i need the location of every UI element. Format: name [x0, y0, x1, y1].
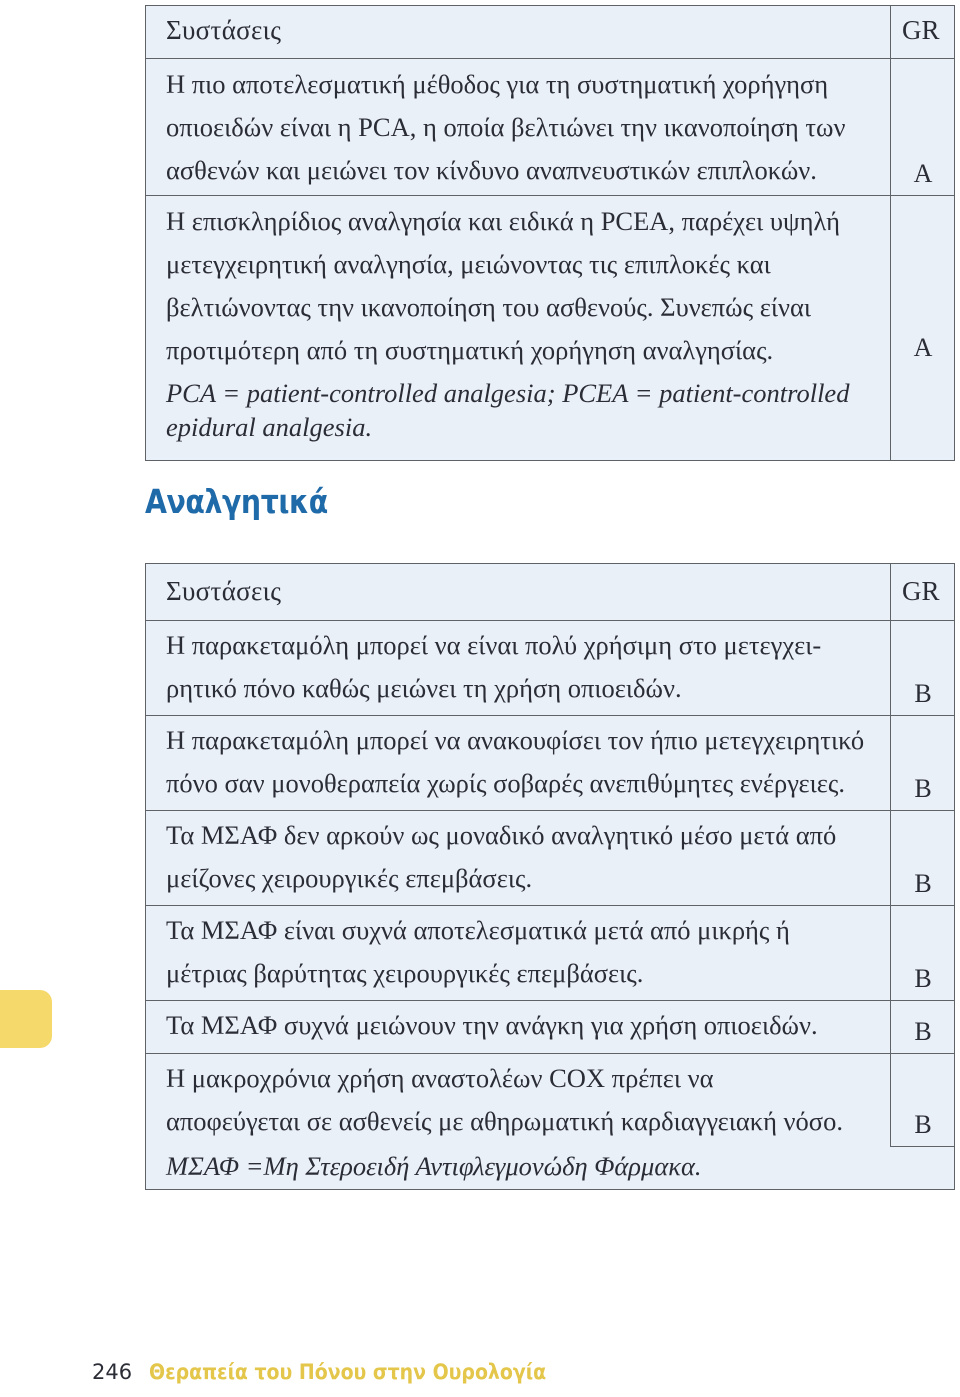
- grade-value: B: [914, 774, 932, 803]
- row-text: [166, 200, 882, 372]
- grade-value: B: [914, 679, 932, 708]
- grade-value: B: [914, 1017, 932, 1046]
- text-line: αποφεύγεται σε ασθενείς με αθηρωματική καρδιαγγειακή νόσο.: [166, 1106, 843, 1136]
- header-recommendations-label: Συστάσεις: [166, 576, 282, 606]
- chapter-tab-marker: [0, 990, 52, 1048]
- grade-value: A: [913, 333, 933, 362]
- table-row: [146, 906, 954, 1001]
- recommendations-table-2: [145, 563, 955, 1190]
- table-row: [146, 811, 954, 906]
- text-line: μείζονες χειρουργικές επεμβάσεις.: [166, 863, 533, 893]
- grade-value: B: [914, 964, 932, 993]
- text-line: Τα ΜΣΑΦ είναι συχνά αποτελεσματικά μετά από μικρής ή: [166, 915, 790, 945]
- column-divider: [890, 6, 891, 58]
- cell-divider: [890, 1146, 954, 1147]
- text-line: Η επισκληρίδιος αναλγησία και ειδικά η PCEA, παρέχει υψηλή: [166, 206, 840, 236]
- column-divider: [890, 196, 891, 460]
- table-header: [146, 6, 954, 59]
- table-row: [146, 1001, 954, 1054]
- table-row: [146, 59, 954, 196]
- text-line: Η παρακεταμόλη μπορεί να ανακουφίσει τον ήπιο μετεγχειρητικό: [166, 725, 865, 755]
- text-line: Η παρακεταμόλη μπορεί να είναι πολύ χρήσιμη στο μετεγχει-: [166, 630, 822, 660]
- text-line: Η μακροχρόνια χρήση αναστολέων COX πρέπει να: [166, 1063, 714, 1093]
- page-number: 246: [92, 1360, 133, 1384]
- row-text: [166, 624, 882, 710]
- row-text: [166, 1057, 882, 1143]
- text-line: ρητικό πόνο καθώς μειώνει τη χρήση οπιοειδών.: [166, 673, 682, 703]
- section-heading: Αναλγητικά: [145, 482, 328, 521]
- abbreviation-note: [166, 376, 882, 444]
- note-line: PCA = patient-controlled analgesia; PCEA = patient-controlled: [166, 378, 850, 408]
- table-row: [146, 621, 954, 716]
- page-footer: [92, 1360, 590, 1384]
- row-text: [166, 814, 882, 900]
- text-line: μετεγχειρητική αναλγησία, μειώνοντας τις επιπλοκές και: [166, 249, 771, 279]
- grade-value: B: [914, 869, 932, 898]
- header-recommendations-label: Συστάσεις: [166, 15, 282, 45]
- book-title: Θεραπεία του Πόνου στην Ουρολογία: [148, 1360, 546, 1384]
- header-grade-label: GR: [902, 576, 940, 606]
- table-header: [146, 564, 954, 621]
- row-text: [166, 1004, 882, 1047]
- abbreviation-note: [166, 1149, 882, 1183]
- text-line: πόνο σαν μονοθεραπεία χωρίς σοβαρές ανεπιθύμητες ενέργειες.: [166, 768, 845, 798]
- table-row: [146, 1054, 954, 1189]
- recommendations-table-1: [145, 5, 955, 461]
- row-text: [166, 63, 882, 192]
- text-line: προτιμότερη από τη συστηματική χορήγηση αναλγησίας.: [166, 335, 774, 365]
- note-line: epidural analgesia.: [166, 412, 373, 442]
- table-row: [146, 196, 954, 460]
- note-line: ΜΣΑΦ =Μη Στεροειδή Αντιφλεγμονώδη Φάρμακα.: [166, 1151, 702, 1181]
- grade-value: A: [913, 159, 933, 188]
- grade-value: B: [914, 1110, 932, 1139]
- text-line: βελτιώνοντας την ικανοποίηση του ασθενούς. Συνεπώς είναι: [166, 292, 811, 322]
- row-text: [166, 909, 882, 995]
- header-grade-label: GR: [902, 15, 940, 45]
- text-line: Τα ΜΣΑΦ δεν αρκούν ως μοναδικό αναλγητικό μέσο μετά από: [166, 820, 837, 850]
- text-line: Τα ΜΣΑΦ συχνά μειώνουν την ανάγκη για χρήση οπιοειδών.: [166, 1010, 818, 1040]
- text-line: Η πιο αποτελεσματική μέθοδος για τη συστηματική χορήγηση: [166, 69, 829, 99]
- column-divider: [890, 564, 891, 620]
- row-text: [166, 719, 882, 805]
- text-line: μέτριας βαρύτητας χειρουργικές επεμβάσεις.: [166, 958, 644, 988]
- table-row: [146, 716, 954, 811]
- text-line: οπιοειδών είναι η PCA, η οποία βελτιώνει την ικανοποίηση των: [166, 112, 846, 142]
- text-line: ασθενών και μειώνει τον κίνδυνο αναπνευστικών επιπλοκών.: [166, 155, 817, 185]
